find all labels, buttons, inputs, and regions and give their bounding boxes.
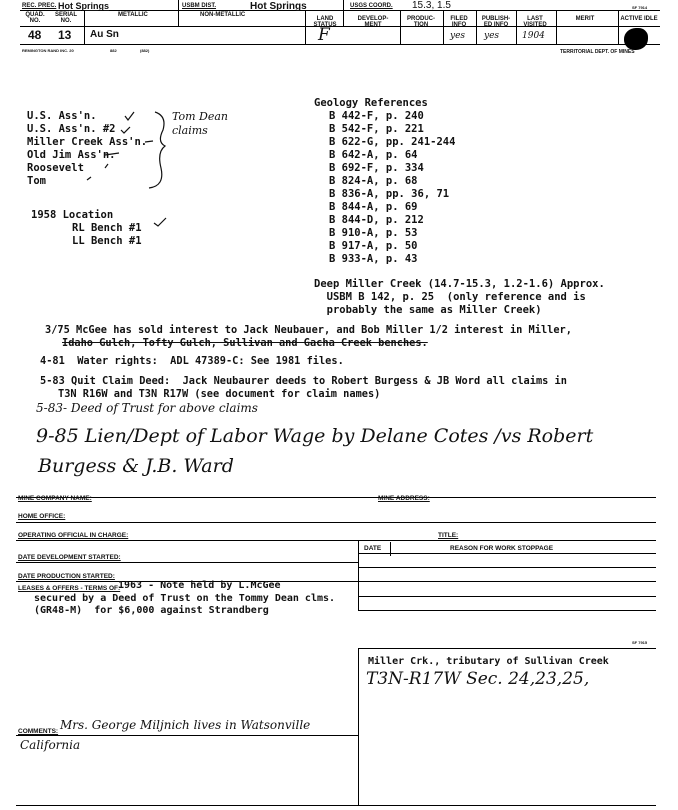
note-1a: 3/75 McGee has sold interest to Jack Neubauer, and Bob Miller 1/2 interest in Miller, bbox=[45, 324, 572, 336]
geology-ref-9: B 844-D, p. 212 bbox=[329, 214, 424, 226]
note-3b: T3N R16W and T3N R17W (see document for claim names) bbox=[58, 388, 381, 400]
deep-line-3: probably the same as Miller Creek) bbox=[314, 304, 542, 316]
usgs-coord-value: 15.3, 1.5 bbox=[412, 0, 451, 11]
dev-started-label: DATE DEVELOPMENT STARTED: bbox=[18, 554, 121, 561]
geology-ref-10: B 910-A, p. 53 bbox=[329, 227, 418, 239]
geology-title: Geology References bbox=[314, 97, 428, 109]
note-3a: 5-83 Quit Claim Deed: Jack Neubaurer deeds to Robert Burgess & JB Word all claims in bbox=[40, 375, 567, 387]
printer-code: 882 bbox=[110, 48, 117, 53]
col-quad-no: QUAD. NO. bbox=[25, 12, 45, 24]
location-check-icon bbox=[152, 216, 168, 228]
col-active-idle: ACTIVE IDLE bbox=[620, 16, 658, 22]
prod-started-label: DATE PRODUCTION STARTED: bbox=[18, 573, 115, 580]
last-visited-value: 1904 bbox=[522, 31, 545, 41]
printer-credit: REMINGTON RAND INC. 20 bbox=[22, 48, 74, 53]
col-last-visited: LAST VISITED bbox=[523, 16, 547, 28]
col-nonmetallic: NON-METALLIC bbox=[200, 12, 246, 18]
col-land-status: LAND STATUS bbox=[313, 16, 337, 28]
usgs-coord-label: USGS COORD. bbox=[350, 3, 393, 9]
usbm-dist-label: USBM DIST. bbox=[182, 3, 217, 9]
operating-official-label: OPERATING OFFICIAL IN CHARGE: bbox=[18, 532, 129, 539]
comments-line-1: Mrs. George Miljnich lives in Watsonville bbox=[60, 718, 311, 732]
printer-code-2: (882) bbox=[140, 48, 150, 53]
geology-ref-6: B 824-A, p. 68 bbox=[329, 175, 418, 187]
geology-ref-8: B 844-A, p. 69 bbox=[329, 201, 418, 213]
leases-label: LEASES & OFFERS - TERMS OF: bbox=[18, 585, 121, 592]
leases-line-2: secured by a Deed of Trust on the Tommy Dean clms. bbox=[34, 593, 336, 604]
note-5a: 9-85 Lien/Dept of Labor Wage by Delane Cotes /vs Robert bbox=[36, 425, 594, 447]
territorial-dept: TERRITORIAL DEPT. OF MINES bbox=[560, 49, 635, 55]
comments-line-2: California bbox=[20, 738, 81, 752]
serial-value: 13 bbox=[58, 28, 72, 42]
metallic-value: Au Sn bbox=[90, 29, 119, 40]
corner-code: SF 7914 bbox=[632, 5, 648, 10]
rec-prec-value: Hot Springs bbox=[58, 1, 109, 11]
location-item-2: LL Bench #1 bbox=[72, 235, 142, 247]
comments-label: COMMENTS: bbox=[18, 728, 59, 735]
rec-prec-label: REC. PREC. bbox=[22, 3, 57, 9]
published-info-value: yes bbox=[484, 31, 500, 41]
leases-line-3: (GR48-M) for $6,000 against Strandberg bbox=[34, 605, 269, 616]
note-1b-text: Idaho Gulch, Tofty Gulch, Sullivan and Gacha Creek benches. bbox=[62, 337, 428, 349]
col-metallic: METALLIC bbox=[118, 12, 148, 18]
home-office-label: HOME OFFICE: bbox=[18, 513, 66, 520]
note-5b: Burgess & J.B. Ward bbox=[38, 455, 234, 477]
filed-info-value: yes bbox=[450, 31, 466, 41]
land-status-value: F bbox=[318, 25, 330, 45]
geology-ref-11: B 917-A, p. 50 bbox=[329, 240, 418, 252]
claims-handwritten-note: Tom Dean claims bbox=[172, 110, 229, 137]
location-title: 1958 Location bbox=[31, 209, 114, 221]
title-label: TITLE: bbox=[438, 532, 459, 539]
leases-line-1: 1963 - Note held by L.McGee bbox=[118, 580, 281, 591]
geology-ref-3: B 622-G, pp. 241-244 bbox=[329, 136, 456, 148]
note-4: 5-83- Deed of Trust for above claims bbox=[36, 401, 258, 415]
usbm-dist-value: Hot Springs bbox=[250, 1, 307, 12]
geology-ref-5: B 692-F, p. 334 bbox=[329, 162, 424, 174]
geology-ref-2: B 542-F, p. 221 bbox=[329, 123, 424, 135]
quad-value: 48 bbox=[28, 28, 42, 42]
note-1b bbox=[62, 337, 428, 349]
deep-line-1: Deep Miller Creek (14.7-15.3, 1.2-1.6) Approx. bbox=[314, 278, 605, 290]
geology-ref-7: B 836-A, pp. 36, 71 bbox=[329, 188, 450, 200]
claim-item-5: Roosevelt bbox=[27, 162, 84, 174]
col-development: DEVELOP-MENT bbox=[357, 16, 389, 28]
note-2: 4-81 Water rights: ADL 47389-C: See 1981 files. bbox=[40, 355, 344, 367]
claims-bracket-icon bbox=[85, 108, 185, 192]
location-line-1: Miller Crk., tributary of Sullivan Creek bbox=[368, 656, 609, 667]
location-item-1: RL Bench #1 bbox=[72, 222, 142, 234]
claim-item-2: U.S. Ass'n. #2 bbox=[27, 123, 116, 135]
col-filed-info: FILED INFO bbox=[450, 16, 468, 28]
col-serial-no: SERIAL NO. bbox=[54, 12, 77, 24]
claim-item-3: Miller Creek Ass'n. bbox=[27, 136, 148, 148]
col-production: PRODUC-TION bbox=[407, 16, 435, 28]
location-line-2: T3N-R17W Sec. 24,23,25, bbox=[366, 669, 590, 689]
col-published-info: PUBLISH-ED INFO bbox=[481, 16, 511, 28]
reason-label: REASON FOR WORK STOPPAGE bbox=[450, 545, 554, 552]
mine-company-label: MINE COMPANY NAME: bbox=[18, 495, 92, 502]
geology-ref-1: B 442-F, p. 240 bbox=[329, 110, 424, 122]
mine-address-label: MINE ADDRESS: bbox=[378, 495, 430, 502]
date-label: DATE bbox=[364, 545, 382, 552]
active-mark-icon bbox=[624, 28, 648, 50]
deep-line-2: USBM B 142, p. 25 (only reference and is bbox=[314, 291, 586, 303]
claim-item-6: Tom bbox=[27, 175, 46, 187]
geology-ref-4: B 642-A, p. 64 bbox=[329, 149, 418, 161]
claim-item-1: U.S. Ass'n. bbox=[27, 110, 97, 122]
geology-ref-12: B 933-A, p. 43 bbox=[329, 253, 418, 265]
form-code: SF 7915 bbox=[632, 640, 648, 645]
col-merit: MERIT bbox=[575, 16, 595, 22]
claim-item-4: Old Jim Ass'n. bbox=[27, 149, 116, 161]
